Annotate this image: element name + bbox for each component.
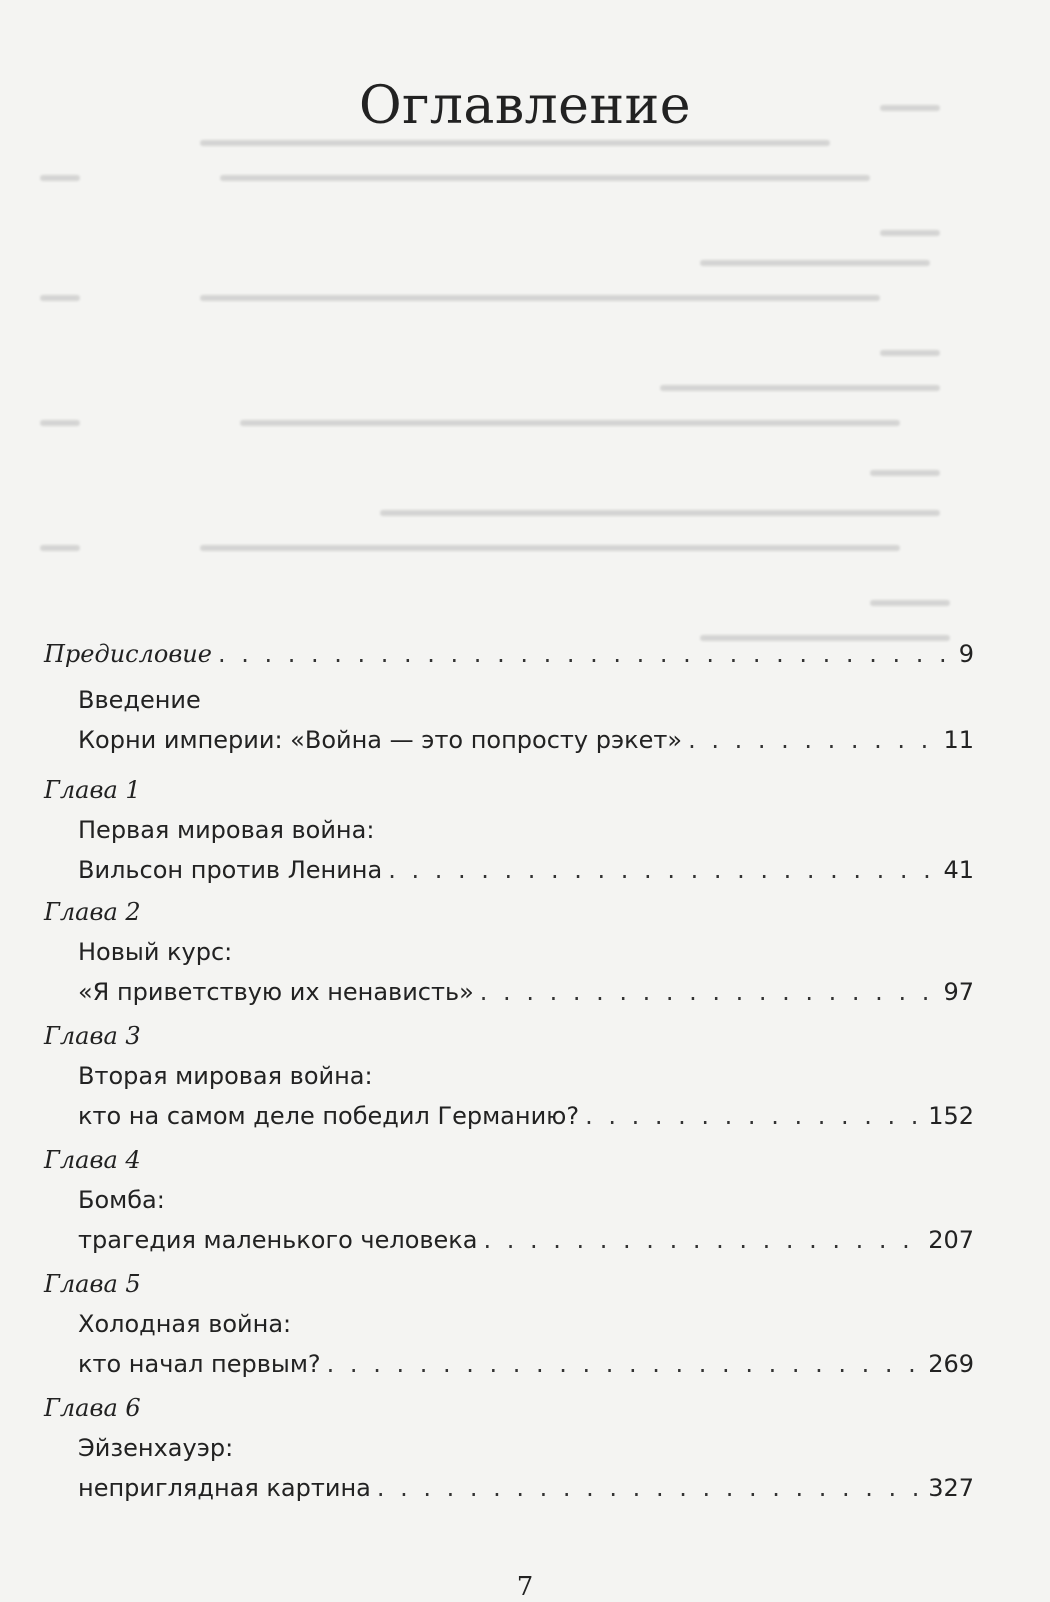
bleed-through-line — [240, 420, 900, 426]
toc-line — [78, 720, 974, 760]
chapter-label: Глава 2 — [44, 898, 141, 926]
toc-line — [78, 1344, 974, 1384]
bleed-through-line — [40, 545, 80, 551]
entry-title-line2: неприглядная картина — [78, 1474, 371, 1502]
bleed-through-line — [660, 385, 940, 391]
entry-title-line1: Первая мировая война: — [78, 816, 375, 844]
entry-title-line2: Вильсон против Ленина — [78, 856, 383, 884]
chapter-label: Глава 1 — [44, 776, 141, 804]
bleed-through-line — [870, 600, 950, 606]
bleed-through-line — [40, 295, 80, 301]
page-title: Оглавление — [358, 76, 692, 136]
page-number: 97 — [943, 978, 974, 1006]
bleed-through-line — [880, 350, 940, 356]
page-number: 9 — [958, 640, 974, 668]
bleed-through-line — [220, 175, 870, 181]
chapter-label: Глава 3 — [44, 1022, 141, 1050]
bleed-through-line — [40, 420, 80, 426]
entry-title-line2: кто на самом деле победил Германию? — [78, 1102, 580, 1130]
leader-dots — [585, 1096, 922, 1136]
page-number: 327 — [928, 1474, 974, 1502]
leader-dots — [377, 1468, 922, 1508]
entry-title-line1: Новый курс: — [78, 938, 233, 966]
page-number: 207 — [928, 1226, 974, 1254]
toc-line — [78, 850, 974, 890]
bleed-through-line — [200, 295, 880, 301]
leader-dots — [480, 972, 938, 1012]
leader-dots — [484, 1220, 923, 1260]
leader-dots — [688, 720, 937, 760]
toc-line — [78, 1468, 974, 1508]
page-number: 41 — [943, 856, 974, 884]
entry-title-line2: Корни империи: «Война — это попросту рэкет» — [78, 726, 683, 754]
leader-dots — [327, 1344, 923, 1384]
entry-title-line2: «Я приветствую их ненависть» — [78, 978, 474, 1006]
bleed-through-line — [700, 260, 930, 266]
chapter-label: Глава 5 — [44, 1270, 141, 1298]
page-number: 152 — [928, 1102, 974, 1130]
entry-title-line2: кто начал первым? — [78, 1350, 321, 1378]
bleed-through-line — [880, 230, 940, 236]
leader-dots — [218, 634, 953, 674]
entry-title-line1: Эйзенхауэр: — [78, 1434, 234, 1462]
bleed-through-line — [200, 140, 830, 146]
entry-title-line1: Бомба: — [78, 1186, 165, 1214]
entry-title-line1: Вторая мировая война: — [78, 1062, 373, 1090]
entry-title-line1: Введение — [78, 686, 201, 714]
toc-line — [78, 1220, 974, 1260]
page-number: 269 — [928, 1350, 974, 1378]
bleed-through-line — [380, 510, 940, 516]
page-folio: 7 — [516, 1572, 534, 1602]
chapter-label: Глава 4 — [44, 1146, 141, 1174]
entry-title-line1: Холодная война: — [78, 1310, 292, 1338]
bleed-through-line — [870, 470, 940, 476]
entry-title-line2: трагедия маленького человека — [78, 1226, 478, 1254]
entry-title: Предисловие — [44, 640, 212, 668]
toc-line — [78, 972, 974, 1012]
chapter-label: Глава 6 — [44, 1394, 141, 1422]
leader-dots — [388, 850, 937, 890]
bleed-through-line — [200, 545, 900, 551]
toc-line — [44, 634, 974, 674]
toc-line — [78, 1096, 974, 1136]
bleed-through-line — [40, 175, 80, 181]
page-number: 11 — [943, 726, 974, 754]
